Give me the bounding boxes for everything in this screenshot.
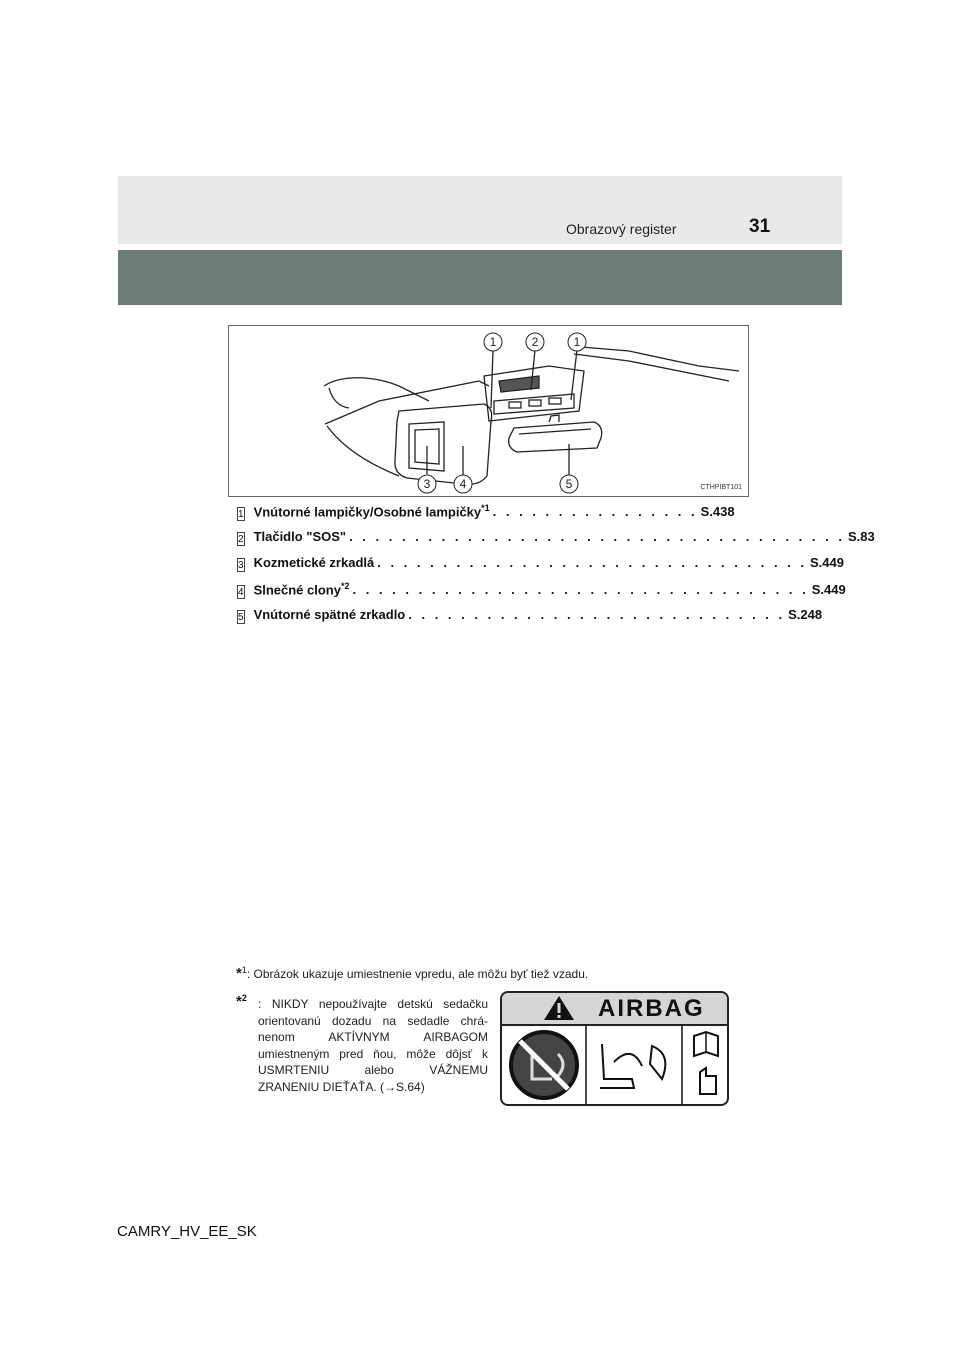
footnote-2-text: : NIKDY nepoužívajte detskú sedačku orientovanú dozadu na sedadle chrá-nenom AKTÍVNYM AIRBAGOM umiestneným pred ňou, môže dôjsť k USMRTENIU alebo VÁŽNEMU ZRANENIU DIEŤAŤA. (→S.64): [258, 997, 488, 1094]
leader-dots: . . . . . . . . . . . . . . . . . . . . . . . . . . . . .: [408, 607, 786, 622]
leader-dots: . . . . . . . . . . . . . . . . . . . . . . . . . . . . . . . . . . . . . .: [349, 529, 845, 544]
footnote-2-marker: [236, 993, 247, 1010]
airbag-pictograms: [502, 1024, 726, 1104]
footnote-1-text: : Obrázok ukazuje umiestnenie vpredu, ale môžu byť tiež vzadu.: [246, 967, 589, 981]
footnote-1-asterisk: *: [236, 965, 242, 982]
header-title: Obrazový register: [566, 221, 677, 237]
legend-number: 5: [238, 612, 244, 623]
callout-3-text: 3: [423, 477, 431, 491]
airbag-warning-label: [500, 991, 729, 1106]
footnote-2-asterisk: *: [236, 993, 242, 1010]
legend-label: Vnútorné lampičky/Osobné lampičky: [253, 504, 482, 520]
footnote-2-number: 2: [241, 993, 247, 1003]
legend-footnote-mark: *1: [481, 503, 490, 513]
legend-label: Kozmetické zrkadlá: [253, 555, 375, 570]
legend-number: 1: [238, 509, 244, 521]
document-code: CAMRY_HV_EE_SK: [117, 1223, 257, 1240]
callout-5-text: 5: [565, 477, 573, 491]
legend-number: 2: [238, 534, 244, 545]
legend-number: 4: [238, 587, 244, 599]
legend-label: Vnútorné spätné zrkadlo: [253, 607, 406, 622]
callout-4-text: 4: [459, 477, 467, 491]
header-band: [118, 176, 842, 244]
section-bar: [118, 250, 842, 305]
airbag-label-header: [502, 993, 727, 1026]
legend-item: [237, 555, 844, 581]
legend-item: [237, 607, 823, 633]
page-reference-link[interactable]: S.83: [847, 529, 875, 544]
callout-2-text: 2: [531, 335, 539, 349]
footnote-1: [236, 965, 588, 982]
legend-footnote-mark: *2: [340, 581, 350, 591]
interior-overhead-figure: [228, 325, 749, 497]
page-number: 31: [749, 216, 771, 237]
callout-1b-text: 1: [573, 335, 581, 349]
overhead-console-illustration: [229, 326, 750, 498]
legend-label: Slnečné clony: [253, 582, 341, 598]
legend-item: [237, 503, 735, 529]
legend-item: [237, 529, 875, 555]
leader-dots: . . . . . . . . . . . . . . . . . . . . . . . . . . . . . . . . .: [377, 555, 808, 570]
page-reference-link[interactable]: S.248: [788, 607, 823, 622]
legend-number: 3: [238, 560, 244, 571]
page-reference-link[interactable]: S.449: [810, 555, 844, 570]
legend-item: [237, 581, 846, 607]
figure-code: CTHPIBT101: [700, 484, 742, 491]
footnote-1-number: 1: [241, 965, 247, 975]
legend-label: Tlačidlo "SOS": [253, 529, 347, 544]
leader-dots: . . . . . . . . . . . . . . . . . . . . . . . . . . . . . . . . . . .: [352, 582, 809, 598]
leader-dots: . . . . . . . . . . . . . . . .: [492, 504, 698, 520]
warning-triangle-icon: [542, 994, 576, 1022]
page-reference-link[interactable]: S.438: [700, 504, 735, 520]
legend-list: [237, 503, 875, 633]
callout-1a-text: 1: [489, 335, 497, 349]
airbag-word: AIRBAG: [598, 995, 705, 1022]
page-reference-link[interactable]: S.449: [811, 582, 846, 598]
